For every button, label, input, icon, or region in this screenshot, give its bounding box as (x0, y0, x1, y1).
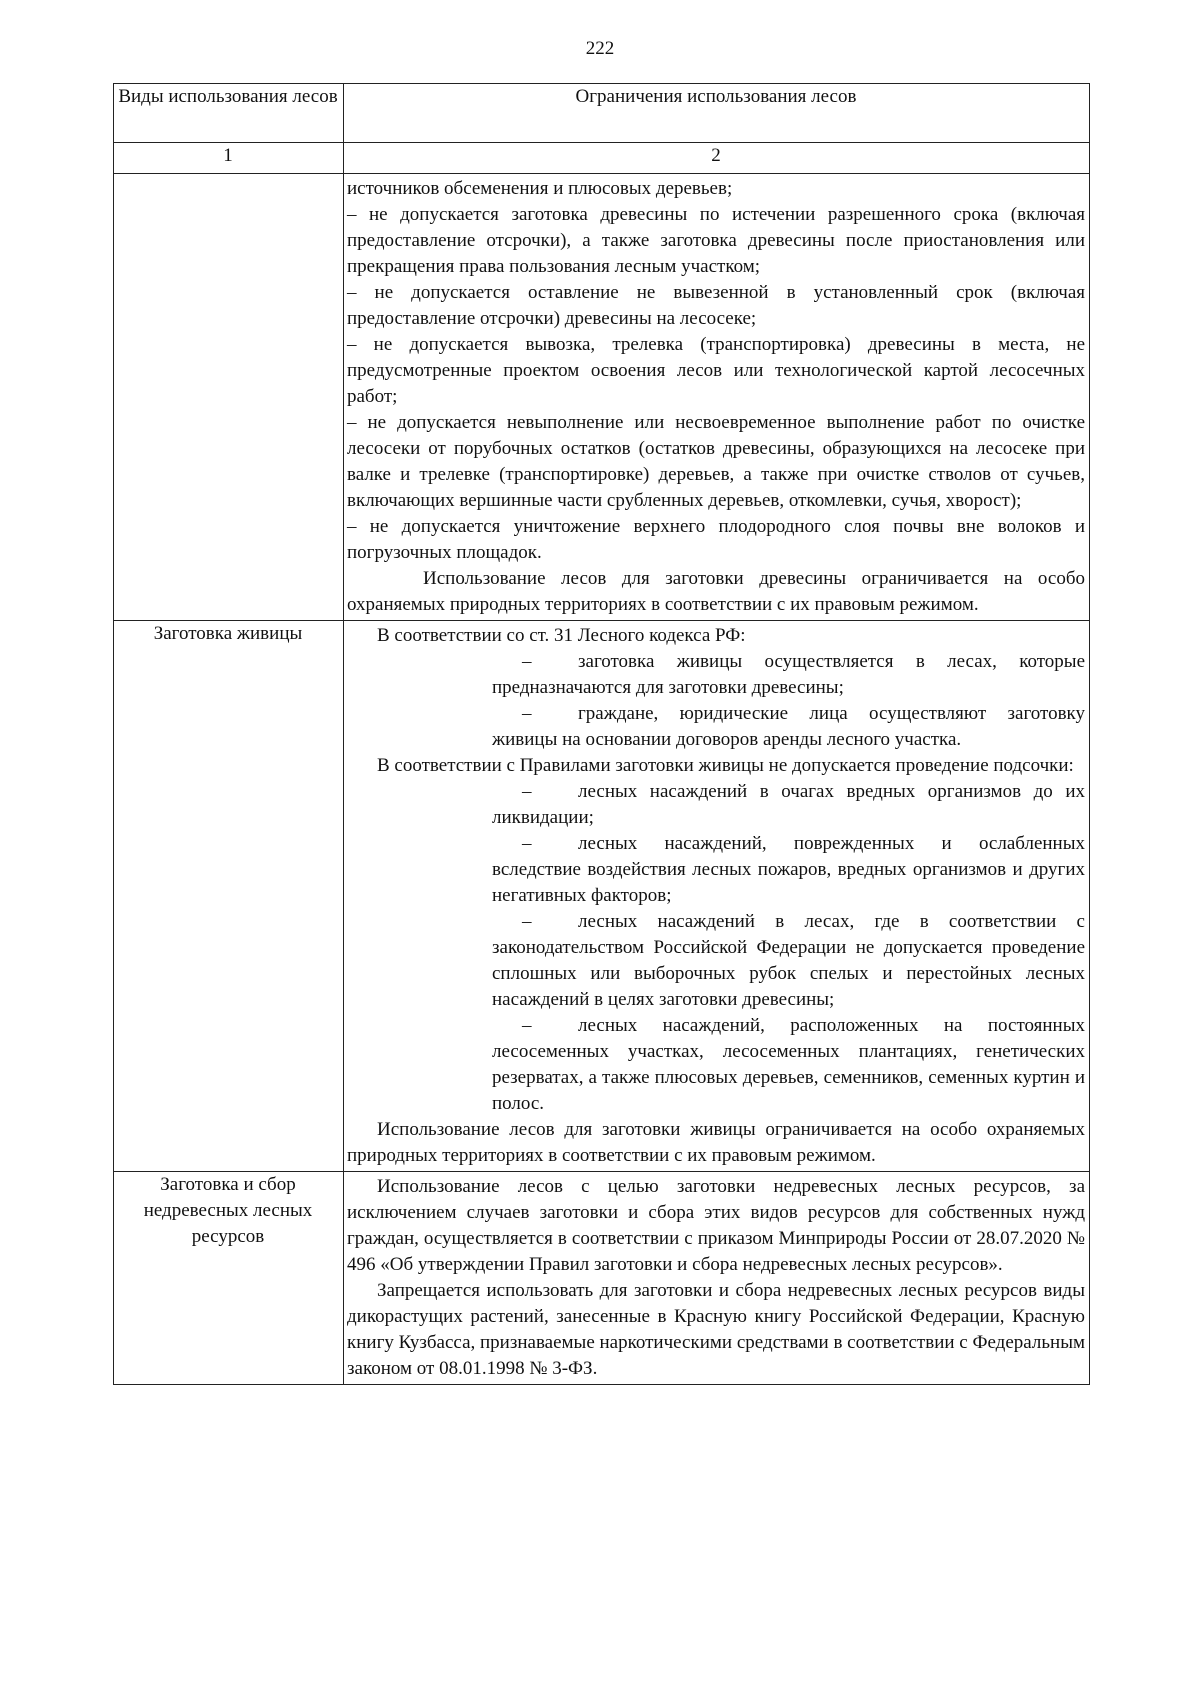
list-item: – граждане, юридические лица осуществляют заготовку живицы на основании договоров аренды лесного участка. (492, 703, 1085, 750)
row3-paragraph-2: Запрещается использовать для заготовки и сбора недревесных лесных ресурсов виды дикорастущих растений, занесенные в Красную книгу Российской Федерации, Красную книгу Кузбасса, признаваемые наркотическими средствами в соответствии с Федеральным законом от 08.01.1998 № 3-ФЗ. (347, 1280, 1085, 1379)
dash-marker: – (522, 1015, 532, 1036)
table-column-numbers-row (114, 143, 1090, 174)
dash-marker: – (522, 911, 532, 932)
row1-restrictions (344, 174, 1090, 621)
row3-restrictions (344, 1172, 1090, 1385)
row2-intro-forest-code: В соответствии со ст. 31 Лесного кодекса РФ: (377, 625, 746, 646)
list-item: – лесных насаждений в очагах вредных организмов до их ликвидации; (492, 781, 1085, 828)
row2-closing: Использование лесов для заготовки живицы ограничивается на особо охраняемых природных территориях в соответствии с их правовым режимом. (347, 1119, 1085, 1166)
row1-line: источников обсеменения и плюсовых деревьев; (347, 178, 733, 199)
dash-marker: – (522, 781, 532, 802)
row1-line: – не допускается вывозка, трелевка (транспортировка) древесины в места, не предусмотренные проектом освоения лесов или технологической картой лесосечных работ; (347, 334, 1085, 407)
row1-closing: Использование лесов для заготовки древесины ограничивается на особо охраняемых природных территориях в соответствии с их правовым режимом. (347, 568, 1085, 615)
header-forest-use-types: Виды использования лесов (114, 84, 344, 143)
row1-line: – не допускается уничтожение верхнего плодородного слоя почвы вне волоков и погрузочных площадок. (347, 516, 1085, 563)
column-number-2: 2 (344, 143, 1090, 174)
dash-marker: – (522, 651, 532, 672)
dash-marker: – (522, 833, 532, 854)
row1-use-type (114, 174, 344, 621)
list-item: – заготовка живицы осуществляется в лесах, которые предназначаются для заготовки древесины; (492, 651, 1085, 698)
list-item: – лесных насаждений в лесах, где в соответствии с законодательством Российской Федерации не допускается проведение сплошных или выборочных рубок спелых и перестойных лесных насаждений в целях заготовки древесины; (492, 911, 1085, 1010)
table-header-row (114, 84, 1090, 143)
row1-line: – не допускается заготовка древесины по истечении разрешенного срока (включая предоставление отсрочки), а также заготовка древесины после приостановления или прекращения права пользования лесным участком; (347, 204, 1085, 277)
row2-restrictions (344, 621, 1090, 1172)
row3-paragraph-1: Использование лесов с целью заготовки недревесных лесных ресурсов, за исключением случаев заготовки и сбора этих видов ресурсов для собственных нужд граждан, осуществляется в соответствии с приказом Минприроды России от 28.07.2020 № 496 «Об утверждении Правил заготовки и сбора недревесных лесных ресурсов». (347, 1176, 1085, 1275)
column-number-1: 1 (114, 143, 344, 174)
table-row-resin-harvesting (114, 621, 1090, 1172)
header-forest-use-restrictions: Ограничения использования лесов (344, 84, 1090, 143)
table-row-non-timber-resources (114, 1172, 1090, 1385)
row1-line: – не допускается невыполнение или несвоевременное выполнение работ по очистке лесосеки от порубочных остатков (остатков древесины, образующихся на лесосеке при валке и трелевке (транспортировке) деревьев, а также при очистке стволов от сучьев, включающих вершинные части срубленных деревьев, откомлевки, сучья, хворост); (347, 412, 1085, 511)
row3-use-type: Заготовка и сбор недревесных лесных ресурсов (114, 1172, 344, 1385)
table-row-timber-harvesting (114, 174, 1090, 621)
row2-use-type: Заготовка живицы (114, 621, 344, 1172)
restrictions-table (113, 83, 1090, 1385)
dash-marker: – (522, 703, 532, 724)
list-item: – лесных насаждений, поврежденных и ослабленных вследствие воздействия лесных пожаров, вредных организмов и других негативных факторов; (492, 833, 1085, 906)
page-number: 222 (585, 38, 615, 59)
row2-intro-rules: В соответствии с Правилами заготовки живицы не допускается проведение подсочки: (377, 755, 1074, 776)
row1-line: – не допускается оставление не вывезенной в установленный срок (включая предоставление отсрочки) древесины на лесосеке; (347, 282, 1085, 329)
list-item: – лесных насаждений, расположенных на постоянных лесосеменных участках, лесосеменных плантациях, генетических резерватах, а также плюсовых деревьев, семенников, семенных куртин и полос. (492, 1015, 1085, 1114)
